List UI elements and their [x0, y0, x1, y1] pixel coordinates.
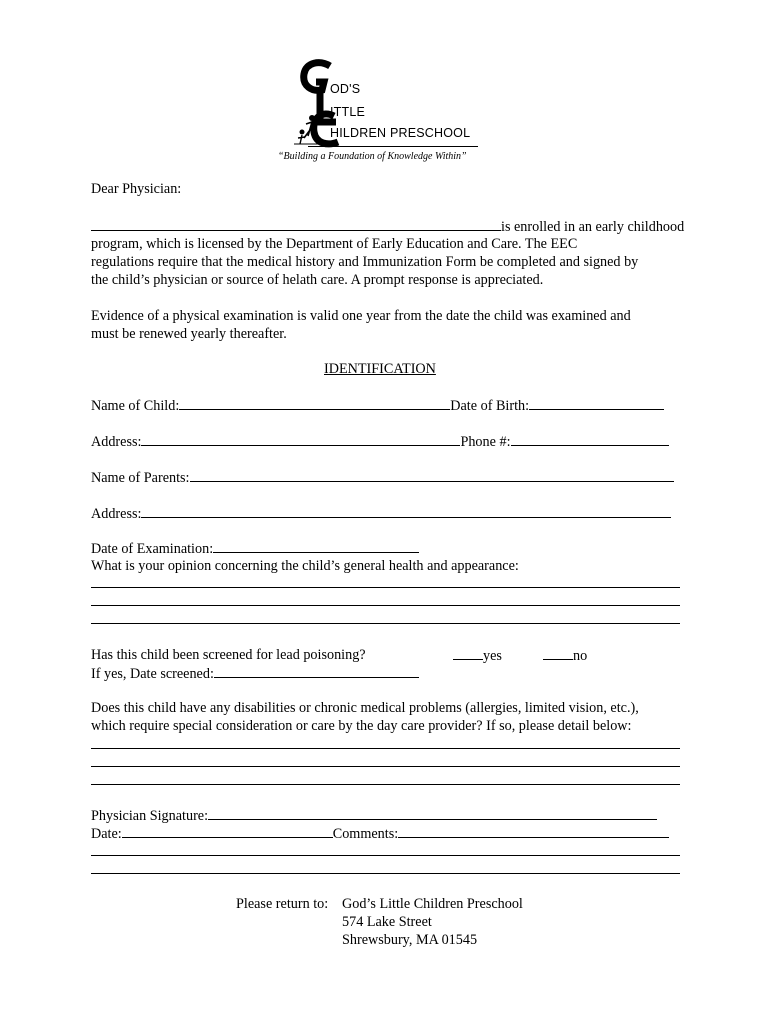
- date-comments-row: [91, 824, 669, 843]
- disabilities-line1: Does this child have any disabilities or chronic medical problems (allergies, limited vision, etc.),: [91, 700, 639, 716]
- name-of-child-field[interactable]: [179, 396, 450, 410]
- signature-date-field[interactable]: [122, 824, 333, 838]
- comments-line-1[interactable]: [91, 855, 680, 856]
- disabilities-line2: which require special consideration or care by the day care provider? If so, please detail below:: [91, 718, 632, 734]
- lead-no-blank[interactable]: [543, 646, 573, 660]
- lead-yes-blank[interactable]: [453, 646, 483, 660]
- dob-label: Date of Birth:: [450, 398, 530, 414]
- opinion-line-1[interactable]: [91, 587, 680, 588]
- opinion-line-3[interactable]: [91, 623, 680, 624]
- exam-date-field[interactable]: [213, 539, 419, 553]
- lead-date-field[interactable]: [214, 664, 419, 678]
- opinion-question: What is your opinion concerning the child’s general health and appearance:: [91, 558, 519, 574]
- address-label: Address:: [91, 434, 142, 450]
- address2-row: [91, 504, 671, 523]
- phone-field[interactable]: [511, 432, 669, 446]
- return-school-name: God’s Little Children Preschool: [342, 896, 523, 912]
- parents-label: Name of Parents:: [91, 470, 190, 486]
- phone-label: Phone #:: [460, 434, 511, 450]
- tagline: “Building a Foundation of Knowledge Within”: [278, 151, 467, 162]
- lead-date-row: [91, 664, 419, 683]
- signature-label: Physician Signature:: [91, 808, 209, 824]
- lead-yes-option[interactable]: [453, 646, 502, 665]
- parents-row: [91, 468, 674, 487]
- paragraph2-line2: must be renewed yearly thereafter.: [91, 326, 287, 342]
- name-of-child-label: Name of Child:: [91, 398, 180, 414]
- return-street: 574 Lake Street: [342, 914, 432, 930]
- logo-line-gods: OD'S: [330, 82, 361, 96]
- signature-date-label: Date:: [91, 826, 122, 842]
- enrolled-text: is enrolled in an early childhood: [501, 219, 685, 235]
- comments-field[interactable]: [398, 824, 669, 838]
- lead-date-label: If yes, Date screened:: [91, 666, 214, 682]
- paragraph1-line2: program, which is licensed by the Department of Early Education and Care. The EEC: [91, 236, 578, 252]
- paragraph1-line4: the child’s physician or source of helath care. A prompt response is appreciated.: [91, 272, 544, 288]
- parents-field[interactable]: [190, 468, 674, 482]
- comments-label: Comments:: [332, 826, 399, 842]
- address2-label: Address:: [91, 506, 142, 522]
- lead-no-label: no: [573, 648, 588, 664]
- identification-heading: IDENTIFICATION: [324, 361, 436, 377]
- address-phone-row: [91, 432, 669, 451]
- signature-row: [91, 806, 657, 825]
- logo-underline: [308, 146, 478, 147]
- child-name-blank[interactable]: [91, 217, 501, 231]
- return-label: Please return to:: [236, 896, 329, 912]
- name-of-child-row: [91, 396, 664, 415]
- paragraph2-line1: Evidence of a physical examination is valid one year from the date the child was examined and: [91, 308, 631, 324]
- lead-yes-label: yes: [483, 648, 502, 664]
- logo-line-children-preschool: HILDREN PRESCHOOL: [330, 126, 471, 140]
- exam-date-row: [91, 539, 419, 558]
- exam-date-label: Date of Examination:: [91, 541, 214, 557]
- logo-line-little: ITTLE: [330, 105, 366, 119]
- disabilities-detail-line-1[interactable]: [91, 748, 680, 749]
- lead-question: Has this child been screened for lead poisoning?: [91, 647, 366, 663]
- dob-field[interactable]: [529, 396, 664, 410]
- address-field[interactable]: [141, 432, 460, 446]
- paragraph1-line3: regulations require that the medical history and Immunization Form be completed and signed by: [91, 254, 639, 270]
- opinion-line-2[interactable]: [91, 605, 680, 606]
- salutation: Dear Physician:: [91, 181, 182, 197]
- signature-field[interactable]: [208, 806, 657, 820]
- comments-line-2[interactable]: [91, 873, 680, 874]
- lead-no-option[interactable]: [543, 646, 587, 665]
- enrolled-line: [91, 217, 684, 236]
- disabilities-detail-line-2[interactable]: [91, 766, 680, 767]
- return-city: Shrewsbury, MA 01545: [342, 932, 478, 948]
- disabilities-detail-line-3[interactable]: [91, 784, 680, 785]
- school-logo: [290, 58, 490, 150]
- address2-field[interactable]: [141, 504, 671, 518]
